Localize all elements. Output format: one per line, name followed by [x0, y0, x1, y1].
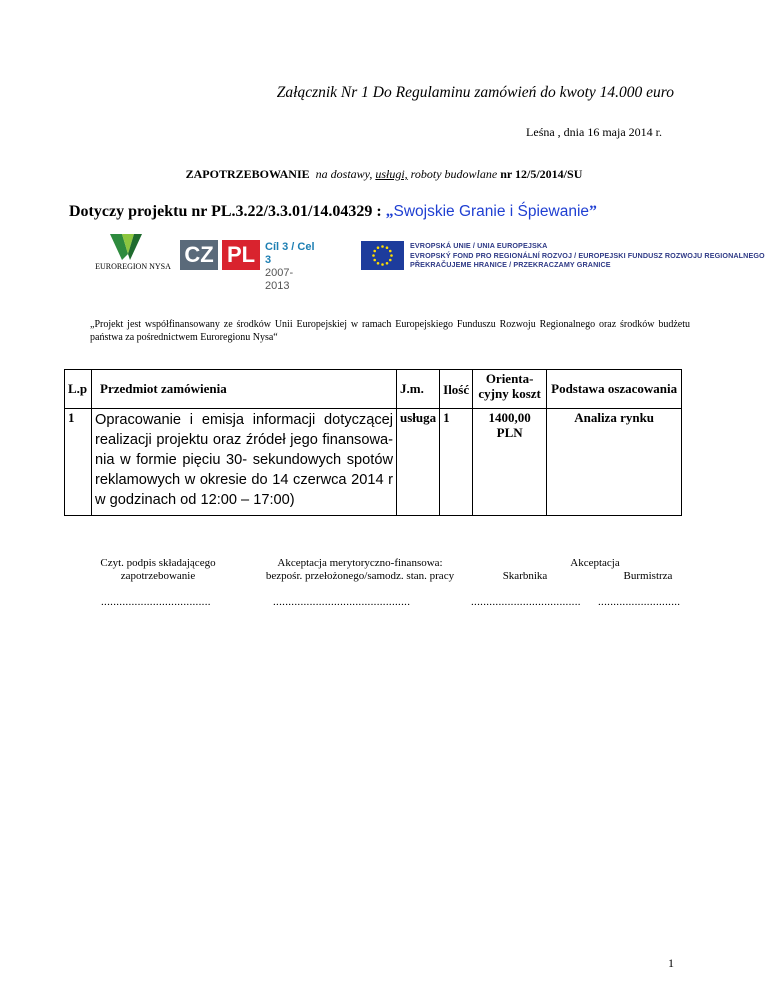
header-cost: Orienta-cyjny koszt — [473, 370, 547, 409]
eu-star — [390, 254, 393, 257]
quote-open: „ — [385, 203, 394, 220]
signature-requester — [88, 557, 228, 583]
place-date: Leśna , dnia 16 maja 2014 r. — [526, 125, 662, 139]
sig1-line2: zapotrzebowanie — [120, 570, 196, 582]
header-basis: Podstawa oszacowania — [547, 370, 682, 409]
request-type-3: roboty budowlane — [407, 167, 498, 181]
euroregion-emblem-icon — [88, 232, 178, 262]
cofinancing-note: „Projekt jest współfinansowany ze środków Unii Europejskiej w ramach Europejskiego Funduszu Rozwoju Regionalnego oraz środków budżetu państwa za pośrednictwem Euroregionu Nysa“ — [90, 319, 690, 343]
sig2-line2: bezpośr. przełożonego/samodz. stan. pracy — [265, 570, 455, 582]
treasurer-label: Skarbnika — [502, 570, 548, 582]
cz-pl-logo — [180, 240, 315, 292]
table-header-row — [65, 370, 682, 409]
request-line — [0, 167, 768, 182]
signature-line-4: ........................... — [598, 596, 681, 608]
signature-line-2: ............................................. — [273, 596, 411, 608]
euroregion-caption: EUROREGION NYSA — [95, 262, 171, 271]
project-name: Swojskie Granie i Śpiewanie — [393, 203, 590, 220]
request-type-1: na dostawy, — [315, 167, 376, 181]
acceptance-label: Akceptacja — [570, 557, 620, 569]
header-unit: J.m. — [397, 370, 440, 409]
annex-title: Załącznik Nr 1 Do Regulaminu zamówień do kwoty 14.000 euro — [276, 84, 674, 101]
cil-years: 2007-2013 — [265, 267, 294, 292]
eu-star — [377, 246, 380, 249]
mayor-label: Burmistrza — [623, 570, 673, 582]
row-basis: Analiza rynku — [547, 409, 682, 516]
signature-line-1: .................................... — [101, 596, 211, 608]
eu-line-2: EVROPSKÝ FOND PRO REGIONÁLNÍ ROZVOJ / EUROPEJSKI FUNDUSZ ROZWOJU REGIONALNEGO — [410, 250, 765, 260]
row-qty: 1 — [440, 409, 473, 516]
row-lp: 1 — [65, 409, 92, 516]
sig2-line1: Akceptacja merytoryczno-finansowa: — [277, 557, 443, 569]
page-number: 1 — [668, 956, 674, 970]
table-row — [65, 409, 682, 516]
eu-star — [386, 262, 389, 265]
eu-star — [377, 262, 380, 265]
eu-star — [389, 259, 392, 262]
project-line — [69, 203, 597, 221]
sig1-line1: Czyt. podpis składającego — [100, 557, 216, 569]
request-number: nr 12/5/2014/SU — [500, 167, 583, 181]
signature-line-3: .................................... — [471, 596, 581, 608]
eu-star — [381, 263, 384, 266]
request-type-2: usługi, — [375, 167, 408, 181]
eu-star — [372, 254, 375, 257]
cz-box: CZ — [180, 240, 218, 270]
project-label: Dotyczy projektu nr PL.3.22/3.3.01/14.04329 : — [69, 203, 386, 220]
row-item: Opracowanie i emisja informacji dotyczącej realizacji projektu oraz źródeł jego finansowa-nia w formie pięciu 30- sekundowych spotów reklamowych w okresie do 14 czerwca 2014 r w godzinach od 12:00 – 17:00) — [92, 409, 397, 516]
eu-star — [373, 259, 376, 262]
eu-logo — [361, 241, 765, 271]
row-cost: 1400,00 PLN — [473, 409, 547, 516]
header-lp: L.p — [65, 370, 92, 409]
pl-box: PL — [222, 240, 260, 270]
signature-supervisor — [250, 557, 470, 583]
eu-line-1: EVROPSKÁ UNIE / UNIA EUROPEJSKA — [410, 241, 548, 250]
eu-line-3: PŘEKRAČUJEME HRANICE / PRZEKRACZAMY GRANICE — [410, 260, 611, 270]
euroregion-logo — [88, 232, 178, 276]
cil-goal: Cíl 3 / Cel 3 — [265, 241, 315, 266]
eu-star — [381, 245, 384, 248]
row-unit: usługa — [397, 409, 440, 516]
eu-star — [386, 246, 389, 249]
quote-close: ” — [589, 203, 597, 220]
eu-star — [373, 250, 376, 253]
eu-flag-icon — [361, 241, 404, 270]
header-qty: Ilość — [440, 370, 473, 409]
eu-star — [389, 250, 392, 253]
header-item: Przedmiot zamówienia — [92, 370, 397, 409]
order-table — [64, 369, 682, 516]
request-title: ZAPOTRZEBOWANIE — [185, 167, 310, 181]
